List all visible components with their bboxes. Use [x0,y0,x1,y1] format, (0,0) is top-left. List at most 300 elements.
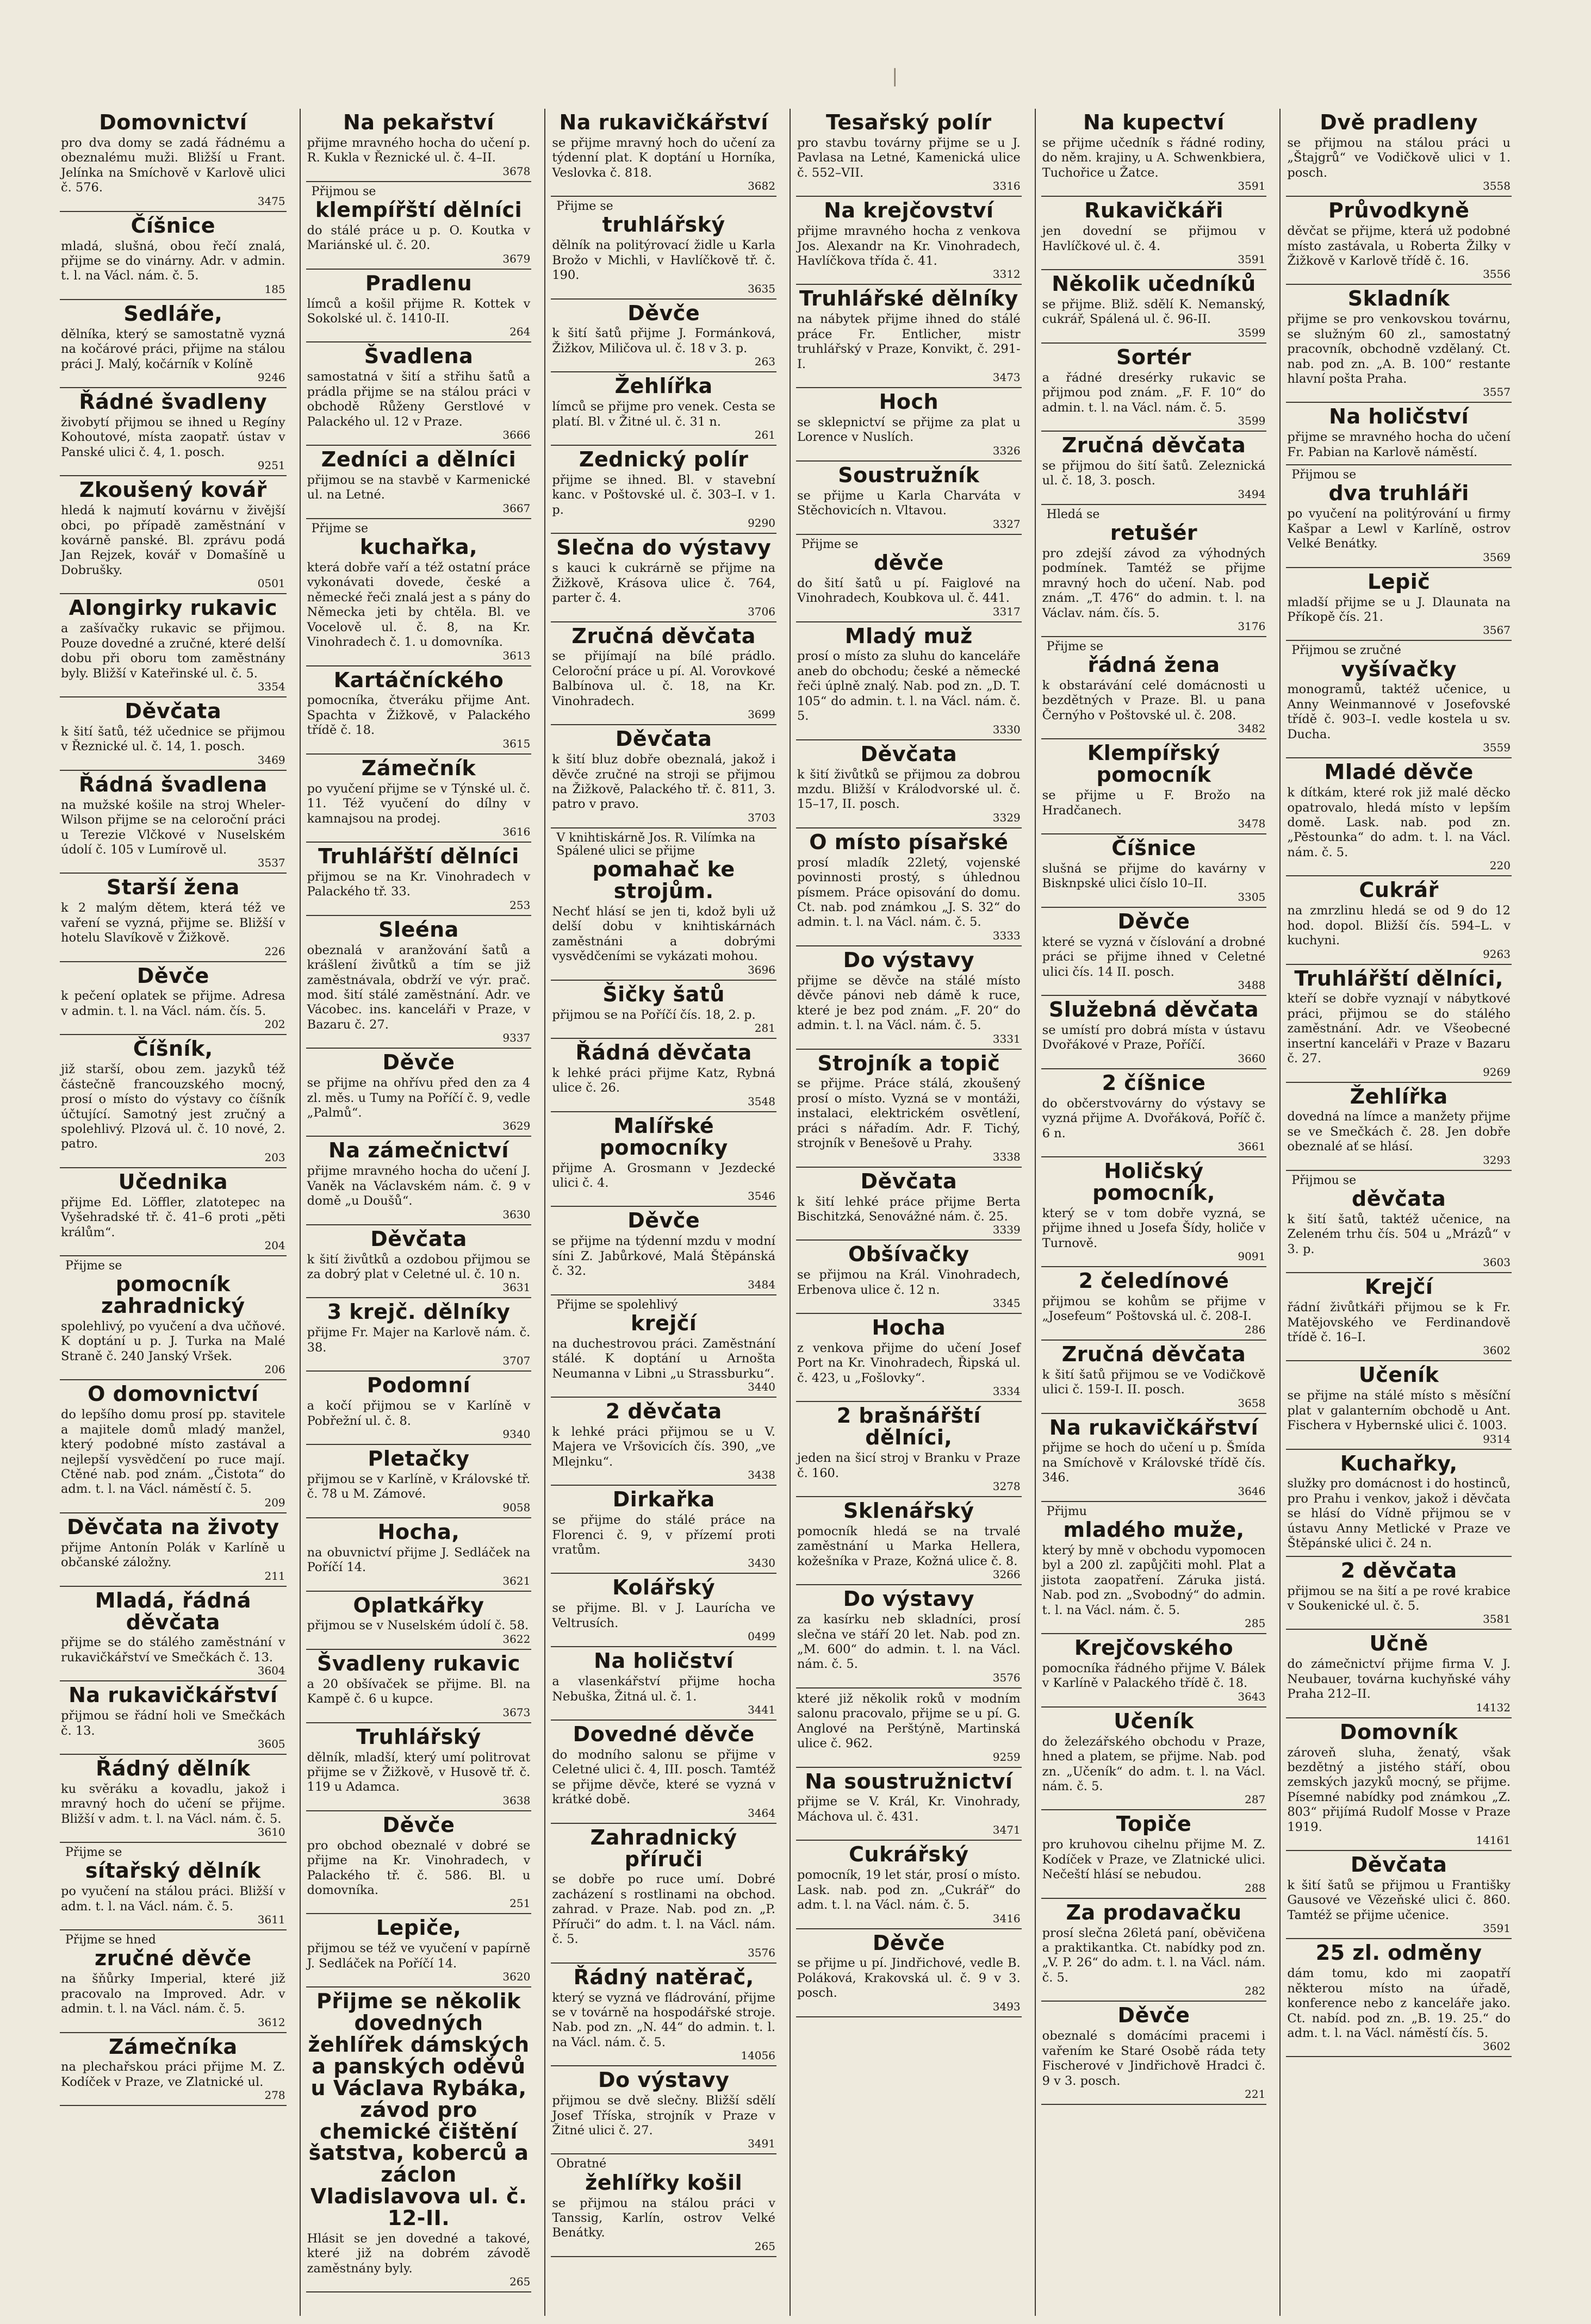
ad-headline: Strojník a topič [817,1051,1000,1075]
ad-body: se sklepnictví se přijme za plat u Lorence v Nuslích. [797,415,1021,445]
classified-ad [1041,1899,1267,2002]
ad-body: přijme se mravného hocha do učení Fr. Pabian na Karlově náměstí. [1287,430,1511,459]
ad-body: na zmrzlinu hledá se od 9 do 12 hod. dopol. Bližší čís. 594–L. v kuchyni. [1287,904,1511,948]
ad-body: k lehké práci přijmou se u V. Majera ve Vršovicích čís. 390, „ve Mlejnku“. [552,1424,775,1469]
ad-number: 9314 [1483,1432,1511,1446]
ad-body: do modního salonu se přijme v Celetné ulici č. 4, III. posch. Tamtéž se přijme děvče, které se vyzná v krátké době. [552,1747,775,1807]
classified-ad [551,1964,776,2067]
classified-ad [1041,1810,1267,1898]
ad-body: dělník na politýrovací židle u Karla Brožo v Michli, v Havlíčkově tř. č. 190. [552,238,775,283]
ad-headline: Sedláře, [123,301,223,326]
classified-ad [796,1168,1022,1241]
ad-headline: Děvčata [860,742,958,766]
classified-ad [1041,197,1267,270]
ad-body: k šití šatů přijmou se ve Vodičkově ulici č. 159-I. II. posch. [1042,1367,1266,1397]
ad-headline: Žehlířka [1350,1084,1448,1108]
ad-headline: Truhlářské dělníky [799,286,1018,311]
ad-body: přijme Fr. Majer na Karlově nám. č. 38. [307,1325,531,1355]
classified-ad [306,446,532,519]
classified-ad [1286,641,1512,758]
ad-number: 3438 [748,1468,775,1482]
ad-number: 3605 [257,1737,285,1751]
ad-headline: Přijme se několik dovedných žehlířek dámských a panských oděvů u Václava Rybáka, závod pro chemické čištění šatstva, koberců a záclon Vladislavova ul. č. 12-II. [308,1989,530,2230]
ad-body: které již několik roků v modním salonu pracovalo, přijme se u pí. G. Anglové na Perštýně, Martinská ulice č. 962. [797,1691,1021,1751]
ad-headline: Číšnice [130,213,216,238]
ad-headline: kuchařka, [359,535,478,559]
ad-number: 3567 [1483,624,1511,637]
ad-headline: Domovnictví [99,110,247,134]
ad-headline: Děvčata [860,1169,958,1193]
ad-number: 3631 [502,1281,531,1294]
classified-ad [796,740,1022,828]
ad-headline: Děvčata [370,1226,467,1251]
classified-ad [796,1314,1022,1402]
classified-ad [1286,876,1512,964]
ad-headline: Děvče [382,1050,455,1075]
ad-body: límců se přijme pro venek. Cesta se platí. Bl. v Žitné ul. č. 31 n. [552,400,775,429]
ad-number: 3679 [502,252,531,265]
ad-column [790,109,1027,2316]
ad-headline: 25 zl. odměny [1315,1941,1482,1965]
ad-headline: Sortér [1116,345,1191,369]
classified-ad [1286,285,1512,403]
ad-body: k 2 malým dětem, která též ve vaření se vyzná, přijme se. Bližší v hotelu Slavíkově v Žižkově. [61,901,285,945]
ad-body: se přijme. Bl. v J. Laurícha ve Veltrusích. [552,1601,775,1630]
classified-ad [60,1256,287,1380]
ad-number: 3430 [748,1556,775,1570]
ad-number: 282 [1245,1984,1266,1998]
ad-body: zároveň sluha, ženatý, však bezdětný a jistého stáří, obou zemských jazyků mocný, se přijme. Písemné nabídky pod známkou „Z. 803“ přijímá Rudolf Mosse v Praze 1919. [1287,1745,1511,1834]
ad-number: 3591 [1238,252,1266,266]
ad-body: do šití šatů u pí. Faiglové na Vinohradech, Koubkova ul. č. 441. [797,576,1021,606]
classified-ad [1041,1267,1267,1341]
ad-number: 253 [509,898,531,912]
classified-ad [1041,637,1267,739]
ad-number: 3557 [1483,385,1511,399]
ad-body: přijmou se v Nuselském údolí č. 58. [307,1618,529,1633]
ad-headline: O domovnictví [88,1382,259,1406]
ad-headline: Hoch [879,390,939,414]
ad-number: 287 [1245,1793,1266,1806]
ad-body: Nechť hlásí se jen ti, kdož byli už delší dobu v knihtiskárnách zaměstnáni a dobrými vysvědčeními se vykázati mohou. [552,904,775,964]
classified-ad [1286,758,1512,876]
ad-body: děvčat se přijme, která už podobné místo zastávala, u Roberta Žilky v Žižkově v Karlově třídě č. 16. [1287,224,1511,268]
ad-body: a vlasenkářství přijme hocha Nebuška, Žitná ul. č. 1. [552,1674,775,1704]
classified-ad [1041,2002,1267,2105]
ad-headline: Řádné švadleny [79,390,268,414]
ad-headline: Lepiče, [376,1916,462,1940]
page-mark: | [892,65,898,87]
ad-body: do občerstvovárny do výstavy se vyzná přijme A. Dvořáková, Poříč č. 6 n. [1042,1096,1266,1141]
classified-ad [306,666,532,755]
ad-number: 9340 [502,1427,531,1441]
ad-kicker: Přijme se [65,1259,122,1273]
classified-ad [551,197,776,299]
classified-ad [60,1843,287,1930]
classified-ad [306,109,532,182]
ad-body: k obstarávání celé domácnosti u bezdětných v Praze. Bl. u pana Černýho v Poštovské ul. č. 208. [1042,678,1266,722]
ad-headline: Holičský pomocník, [1092,1158,1215,1205]
classified-ad [1286,1851,1512,1939]
ad-headline: Řádná děvčata [575,1040,752,1065]
ad-headline: Na kupectví [1083,110,1225,134]
ad-body: přijme se V. Král, Kr. Vinohrady, Máchova ul. č. 431. [797,1795,1021,1824]
ad-number: 3667 [502,501,531,515]
classified-ad [796,1689,1022,1768]
ad-headline: Pradlenu [365,271,473,295]
classified-ad [796,197,1022,285]
classified-ad [551,2154,776,2257]
ad-body: k šití šatů, taktéž učenice, na Zeleném trhu čís. 504 u „Mrázů“ v 3. p. [1287,1212,1511,1256]
classified-ad [1286,1171,1512,1273]
ad-headline: Učednika [118,1169,228,1194]
ad-headline: zručné děvče [95,1946,252,1971]
ad-headline: 2 brašnářští dělníci, [836,1404,981,1450]
ad-body: dělníka, který se samostatně vyzná na kočárové práci, přijme na stálou práci J. Malý, kočárník v Kolíně [61,327,285,371]
ad-number: 202 [264,1018,285,1031]
classified-ad [306,1225,532,1299]
ad-number: 3616 [502,825,531,838]
ad-column [300,109,537,2316]
ad-body: a kočí přijmou se v Karlíně v Pobřežní ul. č. 8. [307,1399,531,1428]
ad-number: 9290 [748,516,775,530]
ad-kicker: Přijme se hned [65,1933,156,1947]
ad-number: 3482 [1238,722,1266,736]
ad-headline: pomahač ke strojům. [592,857,735,904]
ad-headline: Krejčovského [1074,1636,1234,1660]
ad-body: přijmou se v Karlíně, v Královské tř. č. 78 u M. Zámové. [307,1472,531,1501]
ad-number: 3473 [992,371,1021,384]
classified-ad [551,1486,776,1574]
ad-number: 3559 [1483,741,1511,755]
classified-ad [60,109,287,212]
ad-body: samostatná v šití a střihu šatů a prádla přijme se na stálou práci v obchodě Růženy Gerstlové v Palackého ul. 12 v Praze. [307,370,531,429]
ad-number: 3494 [1238,487,1266,501]
ad-number: 3604 [257,1664,285,1678]
ad-body: služky pro domácnost i do hostinců, pro Prahu i venkov, jakož i děvčata se hlásí do Vídně přijmou se v ústavu Anny Metlické v Praze ve Štěpánské ulici č. 24 n. [1287,1476,1511,1551]
ad-body: monogramů, taktéž učenice, u Anny Weinmannové v Josefovské třídě č. 903–I. vedle kostela u sv. Ducha. [1287,682,1511,742]
ad-headline: Děvče [1117,2003,1190,2028]
ad-headline: Děvče [872,1930,945,1955]
ad-headline: Alongirky rukavic [69,596,278,620]
ad-headline: vyšívačky [1341,657,1457,681]
classified-ad [306,1723,532,1811]
ad-body: po vyučení na stálou práci. Bližší v adm. t. l. na Václ. nám. č. 5. [61,1884,285,1914]
classified-ad [1286,965,1512,1083]
ad-body: k šití šatů přijme J. Formánková, Žižkov, Miličova ul. č. 18 v 3. p. [552,326,775,356]
classified-ad [60,1930,287,2033]
ad-body: se přijímají na bílé prádlo. Celoroční práce u pí. Al. Vorovkové Balbínova ul. č. 18, na Kr. Vinohradech. [552,649,775,708]
ad-body: přijme Antonín Polák v Karlíně u občanské záložny. [61,1540,285,1570]
ad-number: 263 [754,355,775,369]
ad-number: 261 [754,428,775,442]
ad-number: 3475 [257,194,285,208]
ad-body: po vyučení na politýrování u firmy Kašpar a Lewl v Karlíně, ostrov Velké Benátky. [1287,507,1511,551]
classified-ad [306,1372,532,1445]
ad-body: se přijme. Práce stálá, zkoušený prosí o místo. Vyzná se v montáži, instalaci, elektrickém osvětlení, práci s nářadím. Adr. F. Tichý, strojník v Benešově u Prahy. [797,1076,1021,1151]
classified-ad [796,1241,1022,1314]
classified-ad [1286,1630,1512,1718]
ad-headline: Řádná švadlena [78,772,268,796]
ad-number: 3661 [1238,1139,1266,1153]
ad-headline: Truhlářští dělníci, [1294,966,1503,990]
classified-ad [796,622,1022,740]
ad-kicker: Přijme se spolehlivý [556,1298,678,1312]
classified-ad [306,1987,532,2292]
ad-headline: Do výstavy [843,1587,975,1611]
classified-ad [60,697,287,771]
ad-number: 3699 [748,708,775,721]
ad-headline: Hocha, [377,1519,460,1544]
ad-body: dám tomu, kdo mi zaopatří některou místo na úřadě, konference nebo z kanceláře jako. Ct. nabíd. pod zn. „B. 19. 25.“ do adm. t. l. na Václ. náměstí čís. 5. [1287,1966,1511,2040]
ad-body: slušná se přijme do kavárny v Bisknpské ulici číslo 10–II. [1042,861,1266,891]
ad-number: 3464 [748,1806,775,1820]
ad-number: 3569 [1483,550,1511,564]
ad-number: 265 [509,2275,531,2289]
ad-body: k šití šatů se přijmou u Františky Gausové ve Vězeňské ulici č. 860. Tamtéž se přijme učenice. [1287,1878,1511,1922]
ad-number: 14132 [1476,1700,1511,1714]
ad-number: 3576 [992,1671,1021,1684]
ad-number: 9269 [1483,1065,1511,1079]
ad-headline: sítařský dělník [85,1859,261,1883]
ad-headline: Obšívačky [848,1242,969,1267]
ad-body: přijme A. Grosmann v Jezdecké ulici č. 4. [552,1161,775,1191]
ad-number: 3266 [992,1568,1021,1581]
classified-ad [306,270,532,343]
classified-ad [1041,270,1267,344]
ad-headline: děvče [874,550,944,575]
ad-number: 3176 [1238,619,1266,633]
ad-headline: pomocník zahradnický [101,1272,245,1318]
classified-ad [306,182,532,270]
ad-headline: Sklenářský [843,1499,974,1523]
classified-ad [306,1298,532,1372]
ad-headline: 2 čeledínové [1078,1269,1229,1293]
ad-headline: Dovedné děvče [573,1722,755,1746]
ad-headline: Krejčí [1364,1275,1433,1299]
classified-ad [796,109,1022,197]
ad-number: 281 [754,1021,775,1035]
ad-headline: Topiče [1116,1812,1192,1836]
ad-body: se přijme na ohřívu před den za 4 zl. měs. u Tumy na Poříčí č. 9, vedle „Palmů“. [307,1076,531,1120]
classified-ad [796,285,1022,388]
ad-number: 3558 [1483,179,1511,193]
ad-headline: Průvodkyně [1328,198,1470,223]
classified-ad [1286,1450,1512,1557]
ad-number: 3673 [502,1705,531,1719]
ad-body: prosí mladík 22letý, vojenské povinnosti prostý, s úhlednou písmem. Práce opisování do domu. Ct. nab. pod známkou „J. S. 32“ do admin. t. l. na Václ. nám. č. 5. [797,855,1021,930]
classified-ad [60,1587,287,1682]
classified-ad [1041,908,1267,996]
ad-body: se přijme do stálé práce na Florenci č. 9, v přízemí proti vratům. [552,1513,775,1557]
ad-body: přijme mravného hocha do učení J. Vaněk na Václavském nám. č. 9 v domě „u Doušů“. [307,1164,531,1208]
classified-ad [306,1914,532,1987]
classified-ad [1041,739,1267,834]
ad-body: přijme se do stálého zaměstnání v rukavičkářství ve Smečkách č. 13. [61,1635,285,1665]
ad-number: 9091 [1238,1250,1266,1263]
ad-headline: Dirkařka [612,1487,715,1512]
ad-body: se přijme u F. Brožo na Hradčanech. [1042,788,1266,818]
ad-body: do stálé práce u p. O. Koutka v Mariánské ul. č. 20. [307,223,531,253]
ad-number: 3416 [992,1911,1021,1925]
classified-ad [551,1295,776,1398]
ad-number: 285 [1245,1617,1266,1630]
ad-body: se přijmou na Král. Vinohradech, Erbenova ulice č. 12 n. [797,1268,1021,1297]
ad-body: pro dva domy se zadá řádnému a obeznalému muži. Bližší u Frant. Jelínka na Smíchově v Karlově ulici č. 576. [61,135,285,195]
ad-number: 264 [509,325,531,339]
ad-number: 185 [264,282,285,296]
ad-headline: Děvčata [615,727,712,751]
ad-body: na duchestrovou práci. Zaměstnání stálé. K doptání u Arnošta Neumanna v Libni „u Strassburku“. [552,1336,775,1381]
classified-ad [551,1574,776,1647]
classified-ad [60,1168,287,1256]
classified-ad [551,1647,776,1721]
ad-headline: Domovník [1339,1719,1458,1744]
ad-headline: Hocha [872,1316,946,1340]
ad-headline: Do výstavy [598,2068,730,2092]
ad-headline: Několik učedníků [1052,271,1256,296]
ad-headline: Truhlářský [356,1724,481,1749]
classified-ad [1041,1414,1267,1502]
ad-headline: Za prodavačku [1066,1900,1242,1924]
ad-headline: Mladý muž [844,624,973,648]
classified-ad [60,1681,287,1755]
ad-body: který se v tom dobře vyzná, se přijme ihned u Josefa Šídy, holiče v Turnově. [1042,1206,1266,1250]
ad-number: 209 [264,1496,285,1509]
ad-body: jen dovední se přijmou v Havlíčkové ul. č. 4. [1042,224,1266,253]
classified-ad [551,300,776,373]
ad-number: 211 [264,1569,285,1582]
classified-ad [1286,1557,1512,1630]
ad-kicker: Přijme se [801,537,859,551]
ad-number: 3441 [748,1703,775,1716]
classified-ad [796,946,1022,1050]
ad-headline: Na rukavičkářství [69,1683,278,1708]
classified-ad [60,300,287,388]
ad-body: se přijme na stálé místo s měsíční plat v galanterním obchodě u Ant. Fischera v Hybernské ulici č. 1003. [1287,1388,1511,1433]
ad-body: se přijmou na stálou práci u „Štajgrů“ ve Vodičkově ulici v 1. posch. [1287,135,1511,180]
ad-body: řádní živůtkáři přijmou se k Fr. Matějovského ve Ferdinandově třídě č. 16–I. [1287,1300,1511,1344]
ad-headline: Lepič [1368,569,1431,594]
classified-ad [1041,109,1267,197]
ad-headline: Dvě pradleny [1320,110,1478,134]
ad-number: 3622 [502,1632,531,1646]
classified-ad [1286,1273,1512,1361]
ad-number: 3620 [502,1970,531,1984]
ad-headline: Malířské pomocníky [599,1113,728,1160]
ad-number: 14056 [741,2049,775,2063]
ad-number: 286 [1245,1323,1266,1336]
ad-headline: Tesařský polír [826,110,992,134]
ad-body: na mužské košile na stroj Wheler-Wilson přijme se na celoroční práci u Terezie Vlčkové v Nuselském údolí č. 105 v Lumírově ul. [61,797,285,857]
classified-ad [60,1755,287,1843]
classified-ad [306,1445,532,1518]
ad-number: 9263 [1483,947,1511,961]
classified-ad [306,1518,532,1592]
ad-body: do lepšího domu prosí pp. stavitele a majitele domů mladý manžel, který podobné místo zastával a nejlepší vysvědčení po ruce mají. Ctěné nab. pod znám. „Čistota“ do adm. t. l. na Václ. náměstí č. 5. [61,1407,285,1497]
ad-body: jeden na šicí stroj v Branku v Praze č. 160. [797,1451,1021,1480]
ad-headline: Klempířský pomocník [1087,741,1221,787]
ad-body: k lehké práci přijme Katz, Rybná ulice č. 26. [552,1066,775,1095]
ad-column [1279,109,1517,2316]
classified-ad [551,1039,776,1112]
ad-number: 9246 [257,371,285,384]
ad-headline: Číšnice [1111,836,1196,861]
classified-ad [551,534,776,622]
classified-ad [1041,432,1267,505]
ad-number: 3646 [1238,1484,1266,1498]
ad-number: 3478 [1238,817,1266,831]
classified-ad [551,622,776,726]
classified-ad [306,1592,532,1650]
ad-headline: Zkoušený kovář [79,478,267,502]
ad-headline: Zámečník [361,756,476,780]
ad-number: 3660 [1238,1051,1266,1065]
ad-number: 3678 [502,164,531,178]
classified-ad [60,594,287,697]
ad-headline: Šičky šatů [602,982,725,1006]
classified-ad [1041,1634,1267,1708]
ad-body: na nábytek přijme ihned do stálé práce Fr. Entlicher, mistr truhlářský v Praze, Konvikt, č. 291-I. [797,312,1021,371]
classified-ad [551,372,776,446]
classified-ad [551,828,776,981]
ad-number: 3305 [1238,890,1266,904]
classified-ad [1286,568,1512,641]
classified-ad [1041,1157,1267,1267]
ad-number: 203 [264,1150,285,1164]
ad-headline: Děvčata [125,699,222,723]
ad-headline: Švadleny rukavic [317,1651,520,1675]
classified-ad [796,535,1022,622]
ad-body: se přijme u pí. Jindřichové, vedle B. Poláková, Krakovská ul. č. 9 v 3. posch. [797,1956,1021,2001]
classified-ad [306,755,532,843]
classified-ad [1041,505,1267,637]
ad-number: 220 [1489,859,1511,873]
ad-number: 3599 [1238,326,1266,339]
ad-number: 14161 [1476,1834,1511,1847]
ad-headline: Kuchařky, [1340,1451,1458,1475]
ad-headline: Řádný natěrač, [573,1965,754,1989]
ad-number: 3613 [502,649,531,662]
classified-ad [1286,403,1512,465]
ad-kicker: Přijmou se [1291,1173,1357,1187]
ad-kicker: Přijmu [1046,1504,1087,1518]
ad-kicker: Přijme se [311,521,369,535]
ad-headline: Do výstavy [843,948,975,972]
ad-body: k šití bluz dobře obeznalá, jakož i děvče zručné na stroji se přijmou na Žižkově, Palackého tř. č. 811, 3. patro v pravo. [552,752,775,812]
ad-headline: žehlířky košil [585,2170,743,2195]
classified-ad [551,109,776,197]
classified-ad [551,1112,776,1207]
classified-ad [796,1841,1022,1929]
ad-number: 9251 [257,459,285,472]
ad-headline: krejčí [630,1311,697,1335]
ad-number: 204 [264,1239,285,1253]
classified-ad [60,388,287,476]
ad-number: 3327 [992,517,1021,531]
ad-kicker: Přijme se [556,200,613,214]
ad-headline: Děvče [627,301,700,325]
ad-headline: Děvče [1117,909,1190,933]
ad-headline: Sleéna [378,917,459,942]
ad-body: který by mně v obchodu vypomocen byl a 200 zl. zapůjčiti mohl. Plat a jistota zaopatření. Záruka jistá. Nab. pod zn. „Svobodný“ do admin. t. l. na Václ. nám. č. 5. [1042,1543,1266,1617]
ad-body: se přijme mravný hoch do učení za týdenní plat. K doptání u Horníka, Veslovka č. 818. [552,135,775,180]
ad-number: 3610 [257,1825,285,1839]
ad-number: 3333 [992,929,1021,942]
ad-number: 3635 [748,282,775,295]
ad-headline: Žehlířka [614,374,713,398]
ad-body: mladá, slušná, obou řečí znalá, přijme se do vinárny. Adr. v admin. t. l. na Václ. nám. č. 5. [61,239,285,283]
